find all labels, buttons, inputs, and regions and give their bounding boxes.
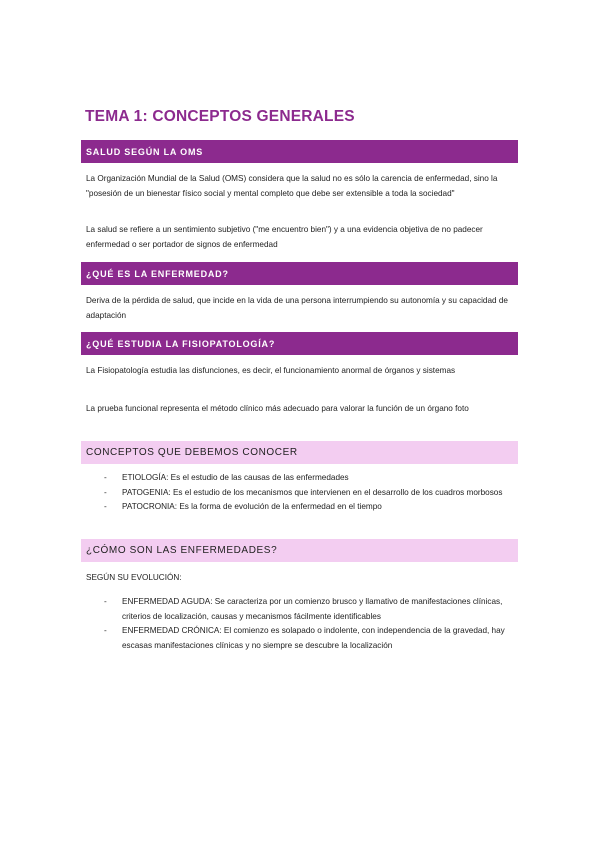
- list-item-text: PATOGENIA: Es el estudio de los mecanismos que intervienen en el desarrollo de los cuadros morbosos: [122, 487, 503, 497]
- section-heading-conceptos: CONCEPTOS QUE DEBEMOS CONOCER: [81, 441, 518, 464]
- enfermedad-paragraph-1: Deriva de la pérdida de salud, que incide en la vida de una persona interrumpiendo su autonomía y su capacidad de adaptación: [86, 296, 508, 320]
- bullet-dash: -: [104, 626, 107, 635]
- bullet-dash: -: [104, 487, 107, 497]
- page-title: TEMA 1: CONCEPTOS GENERALES: [85, 108, 355, 125]
- section-heading-enfermedad: ¿QUÉ ES LA ENFERMEDAD?: [81, 262, 518, 285]
- oms-paragraph-1: La Organización Mundial de la Salud (OMS) considera que la salud no es sólo la carencia de enfermedad, sino la "posesión de un bienestar físico social y mental completo que debe ser extensible a toda la sociedad": [86, 174, 498, 198]
- list-item: [86, 471, 516, 486]
- section-heading-oms: SALUD SEGÚN LA OMS: [81, 140, 518, 163]
- bullet-dash: -: [104, 473, 107, 482]
- list-item-text: PATOCRONIA: Es la forma de evolución de la enfermedad en el tiempo: [122, 502, 382, 511]
- list-item-text: ENFERMEDAD AGUDA: Se caracteriza por un comienzo brusco y llamativo de manifestaciones clínicas, criterios de localización, causas y mecanismos fácilmente identificables: [122, 597, 503, 621]
- section-heading-fisiopatologia: ¿QUÉ ESTUDIA LA FISIOPATOLOGÍA?: [81, 332, 518, 355]
- list-item-text: ENFERMEDAD CRÓNICA: El comienzo es solapado o indolente, con independencia de la gravedad, hay escasas manifestaciones clínicas y no siempre se descubre la localización: [122, 626, 505, 650]
- section-heading-como: ¿CÓMO SON LAS ENFERMEDADES?: [81, 539, 518, 562]
- list-item: [86, 486, 516, 501]
- bullet-dash: -: [104, 597, 107, 606]
- list-item: [86, 624, 516, 653]
- list-item: [86, 595, 516, 624]
- fisiopatologia-paragraph-2: La prueba funcional representa el método clínico más adecuado para valorar la función de un órgano foto: [86, 404, 469, 413]
- bullet-dash: -: [104, 502, 107, 511]
- como-list: [86, 595, 516, 653]
- list-item: [86, 500, 516, 515]
- oms-paragraph-2: La salud se refiere a un sentimiento subjetivo ("me encuentro bien") y a una evidencia objetiva de no padecer enfermedad o ser portador de signos de enfermedad: [86, 225, 483, 249]
- fisiopatologia-paragraph-1: La Fisiopatología estudia las disfunciones, es decir, el funcionamiento anormal de órganos y sistemas: [86, 366, 456, 375]
- list-item-text: ETIOLOGÍA: Es el estudio de las causas de las enfermedades: [122, 473, 349, 482]
- como-subheading: SEGÚN SU EVOLUCIÓN:: [86, 573, 182, 582]
- conceptos-list: [86, 471, 516, 515]
